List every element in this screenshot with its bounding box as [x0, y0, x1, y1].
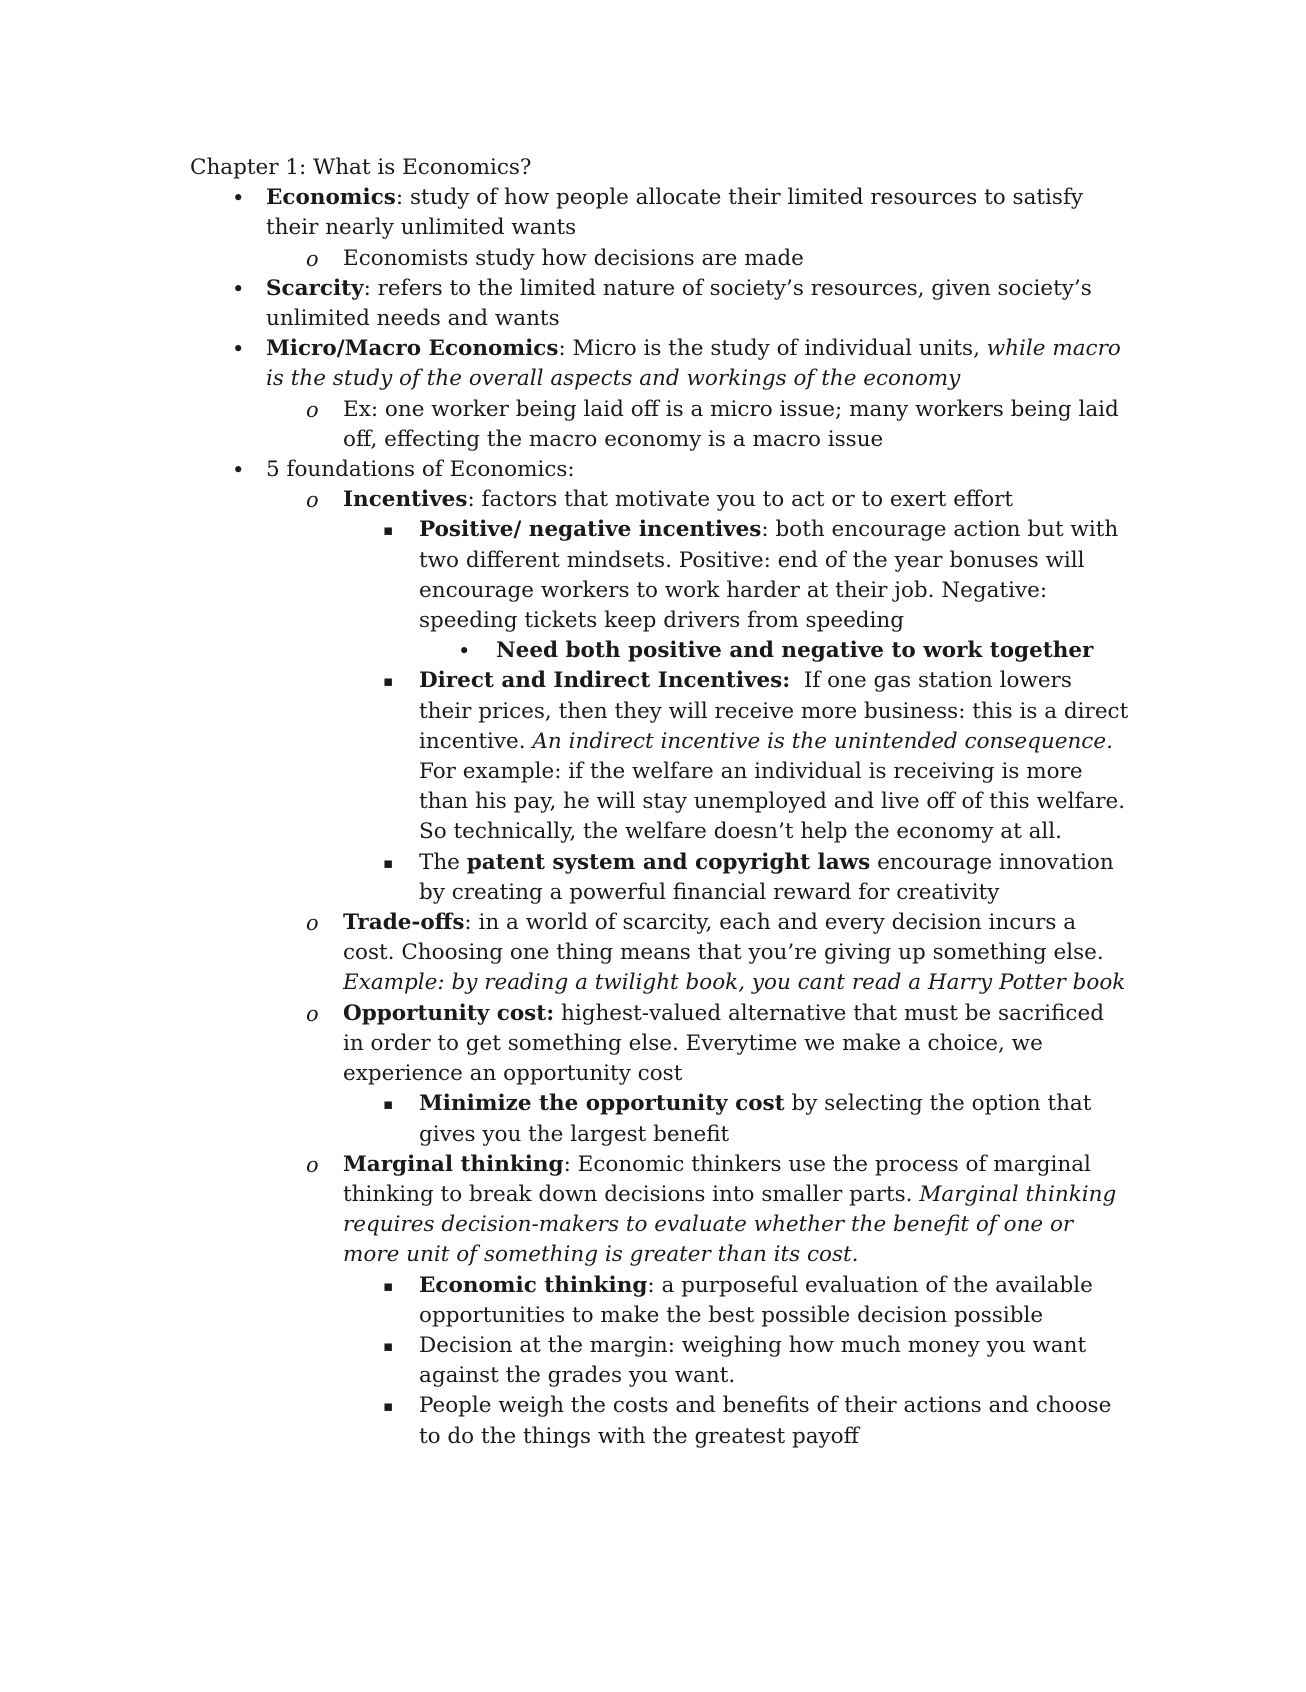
list-item — [190, 274, 1130, 334]
term-direct-indirect: Direct and Indirect Incentives: — [419, 668, 791, 694]
list-item — [190, 999, 1130, 1090]
circle-marker: o — [306, 1001, 319, 1026]
foundations-heading: 5 foundations of Economics: — [266, 457, 575, 483]
foundations-list — [190, 485, 1136, 1452]
incentives-sub-list — [190, 515, 1136, 908]
term-economic-thinking: Economic thinking — [419, 1272, 648, 1298]
square-marker: ▪ — [383, 1276, 394, 1295]
list-item — [190, 636, 1130, 666]
list-item — [190, 183, 1130, 243]
list-item — [190, 666, 1136, 847]
definition-text: Decision at the margin: weighing how much money you want against the grades you want. — [419, 1332, 1087, 1389]
definition-text: : Micro is the study of individual units, — [558, 336, 987, 362]
definition-text: : Economic thinkers use the process of marginal thinking to break down decisions into smaller parts. — [343, 1151, 1091, 1207]
list-item — [190, 1150, 1130, 1271]
circle-marker: o — [306, 1152, 319, 1177]
list-item — [190, 848, 1130, 908]
sub-text: Ex: one worker being laid off is a micro issue; many workers being laid off, effecting the macro economy is a macro issue — [343, 396, 1119, 452]
bullet-marker: • — [232, 186, 245, 211]
definition-italic: An indirect incentive is the unintended consequence. — [532, 728, 1113, 754]
square-marker: ▪ — [383, 1336, 394, 1355]
term-scarcity: Scarcity — [266, 275, 364, 301]
main-bullet-list — [190, 183, 1136, 1452]
definition-italic: while macro is the study of the overall aspects and workings of the economy — [266, 336, 1121, 392]
sub-text: Need both positive and negative to work together — [496, 638, 1094, 664]
square-marker: ▪ — [383, 1095, 394, 1114]
definition-text: : in a world of scarcity, each and every decision incurs a cost. Choosing one thing means that you’re giving up something else. — [343, 910, 1104, 966]
list-item — [190, 395, 1130, 455]
term-opportunity-cost: Opportunity cost: — [343, 1000, 555, 1026]
sub-list — [190, 395, 1130, 455]
page-title: Chapter 1: What is Economics? — [190, 155, 532, 180]
definition-text: People weigh the costs and benefits of their actions and choose to do the things with the greatest payoff — [419, 1393, 1112, 1449]
list-item — [190, 1391, 1130, 1451]
circle-marker: o — [306, 397, 319, 422]
bullet-marker: • — [458, 639, 471, 664]
list-item — [190, 908, 1130, 999]
definition-italic: Marginal thinking requires decision-makers to evaluate whether the benefit of one or more unit of something is greater than its cost. — [343, 1181, 1117, 1268]
definition-text: If one gas station lowers their prices, then they will receive more business: this is a direct incentive. — [419, 668, 1136, 754]
list-item — [190, 395, 1130, 455]
square-marker: ▪ — [383, 672, 394, 691]
list-item — [190, 1331, 1130, 1391]
term-micro-macro: Micro/Macro Economics — [266, 336, 559, 362]
sub-list — [190, 244, 1130, 274]
list-item — [190, 1089, 1130, 1149]
definition-text: : a purposeful evaluation of the available opportunities to make the best possible decision possible — [419, 1272, 1093, 1328]
definition-text: highest-valued alternative that must be sacrificed in order to get something else. Everytime we make a choice, we experience an opportunity cost — [343, 1000, 1104, 1087]
list-item — [190, 515, 1136, 908]
bullet-marker: • — [232, 276, 245, 301]
term-marginal-thinking: Marginal thinking — [343, 1151, 564, 1177]
definition-text: encourage innovation by creating a powerful financial reward for creativity — [419, 849, 1114, 905]
definition-text: : refers to the limited nature of society’s resources, given society’s unlimited needs and wants — [266, 275, 1092, 332]
sub-list — [190, 636, 1130, 666]
list-item — [190, 636, 1130, 666]
bullet-marker: • — [232, 458, 245, 483]
sub-list — [190, 1271, 1130, 1452]
circle-marker: o — [306, 911, 319, 936]
list-item — [190, 244, 1130, 274]
definition-text-2: For example: if the welfare an individual is receiving is more than his pay, he will stay unemployed and live off of this welfare. So technically, the welfare doesn’t help the economy at all. — [419, 759, 1126, 845]
square-marker: ▪ — [383, 853, 394, 872]
term-patent: patent system and copyright laws — [466, 849, 871, 875]
list-item — [190, 455, 1130, 485]
term-incentives: Incentives — [343, 487, 468, 513]
definition-italic: Example: by reading a twilight book, you cant read a Harry Potter book — [343, 970, 1126, 996]
term-minimize: Minimize the opportunity cost — [419, 1091, 785, 1117]
bullet-marker: • — [232, 337, 245, 362]
text-prefix: The — [419, 849, 467, 875]
definition-text: : factors that motivate you to act or to exert effort — [467, 487, 1014, 513]
sub-text: Economists study how decisions are made — [343, 245, 804, 271]
square-marker: ▪ — [383, 1397, 394, 1416]
term-tradeoffs: Trade-offs — [343, 910, 465, 936]
list-item — [190, 485, 1130, 515]
list-item — [190, 515, 1130, 636]
list-item — [190, 485, 1136, 1452]
definition-text: by selecting the option that gives you the largest benefit — [419, 1091, 1092, 1147]
list-item — [190, 244, 1130, 274]
sub-list — [190, 1089, 1130, 1149]
definition-text: : study of how people allocate their limited resources to satisfy their nearly unlimited wants — [266, 185, 1084, 241]
notes-content — [190, 153, 1136, 1452]
list-item — [190, 1271, 1130, 1331]
list-item — [190, 1271, 1130, 1452]
circle-marker: o — [306, 246, 319, 271]
list-item — [190, 334, 1130, 394]
term-positive-negative: Positive/ negative incentives — [419, 517, 762, 543]
list-item — [190, 1089, 1130, 1149]
circle-marker: o — [306, 488, 319, 513]
definition-text: : both encourage action but with two different mindsets. Positive: end of the year bonuses will encourage workers to work harder at their job. Negative: speeding tickets keep drivers from speeding — [419, 517, 1119, 634]
term-economics: Economics — [266, 185, 396, 211]
square-marker: ▪ — [383, 521, 394, 540]
